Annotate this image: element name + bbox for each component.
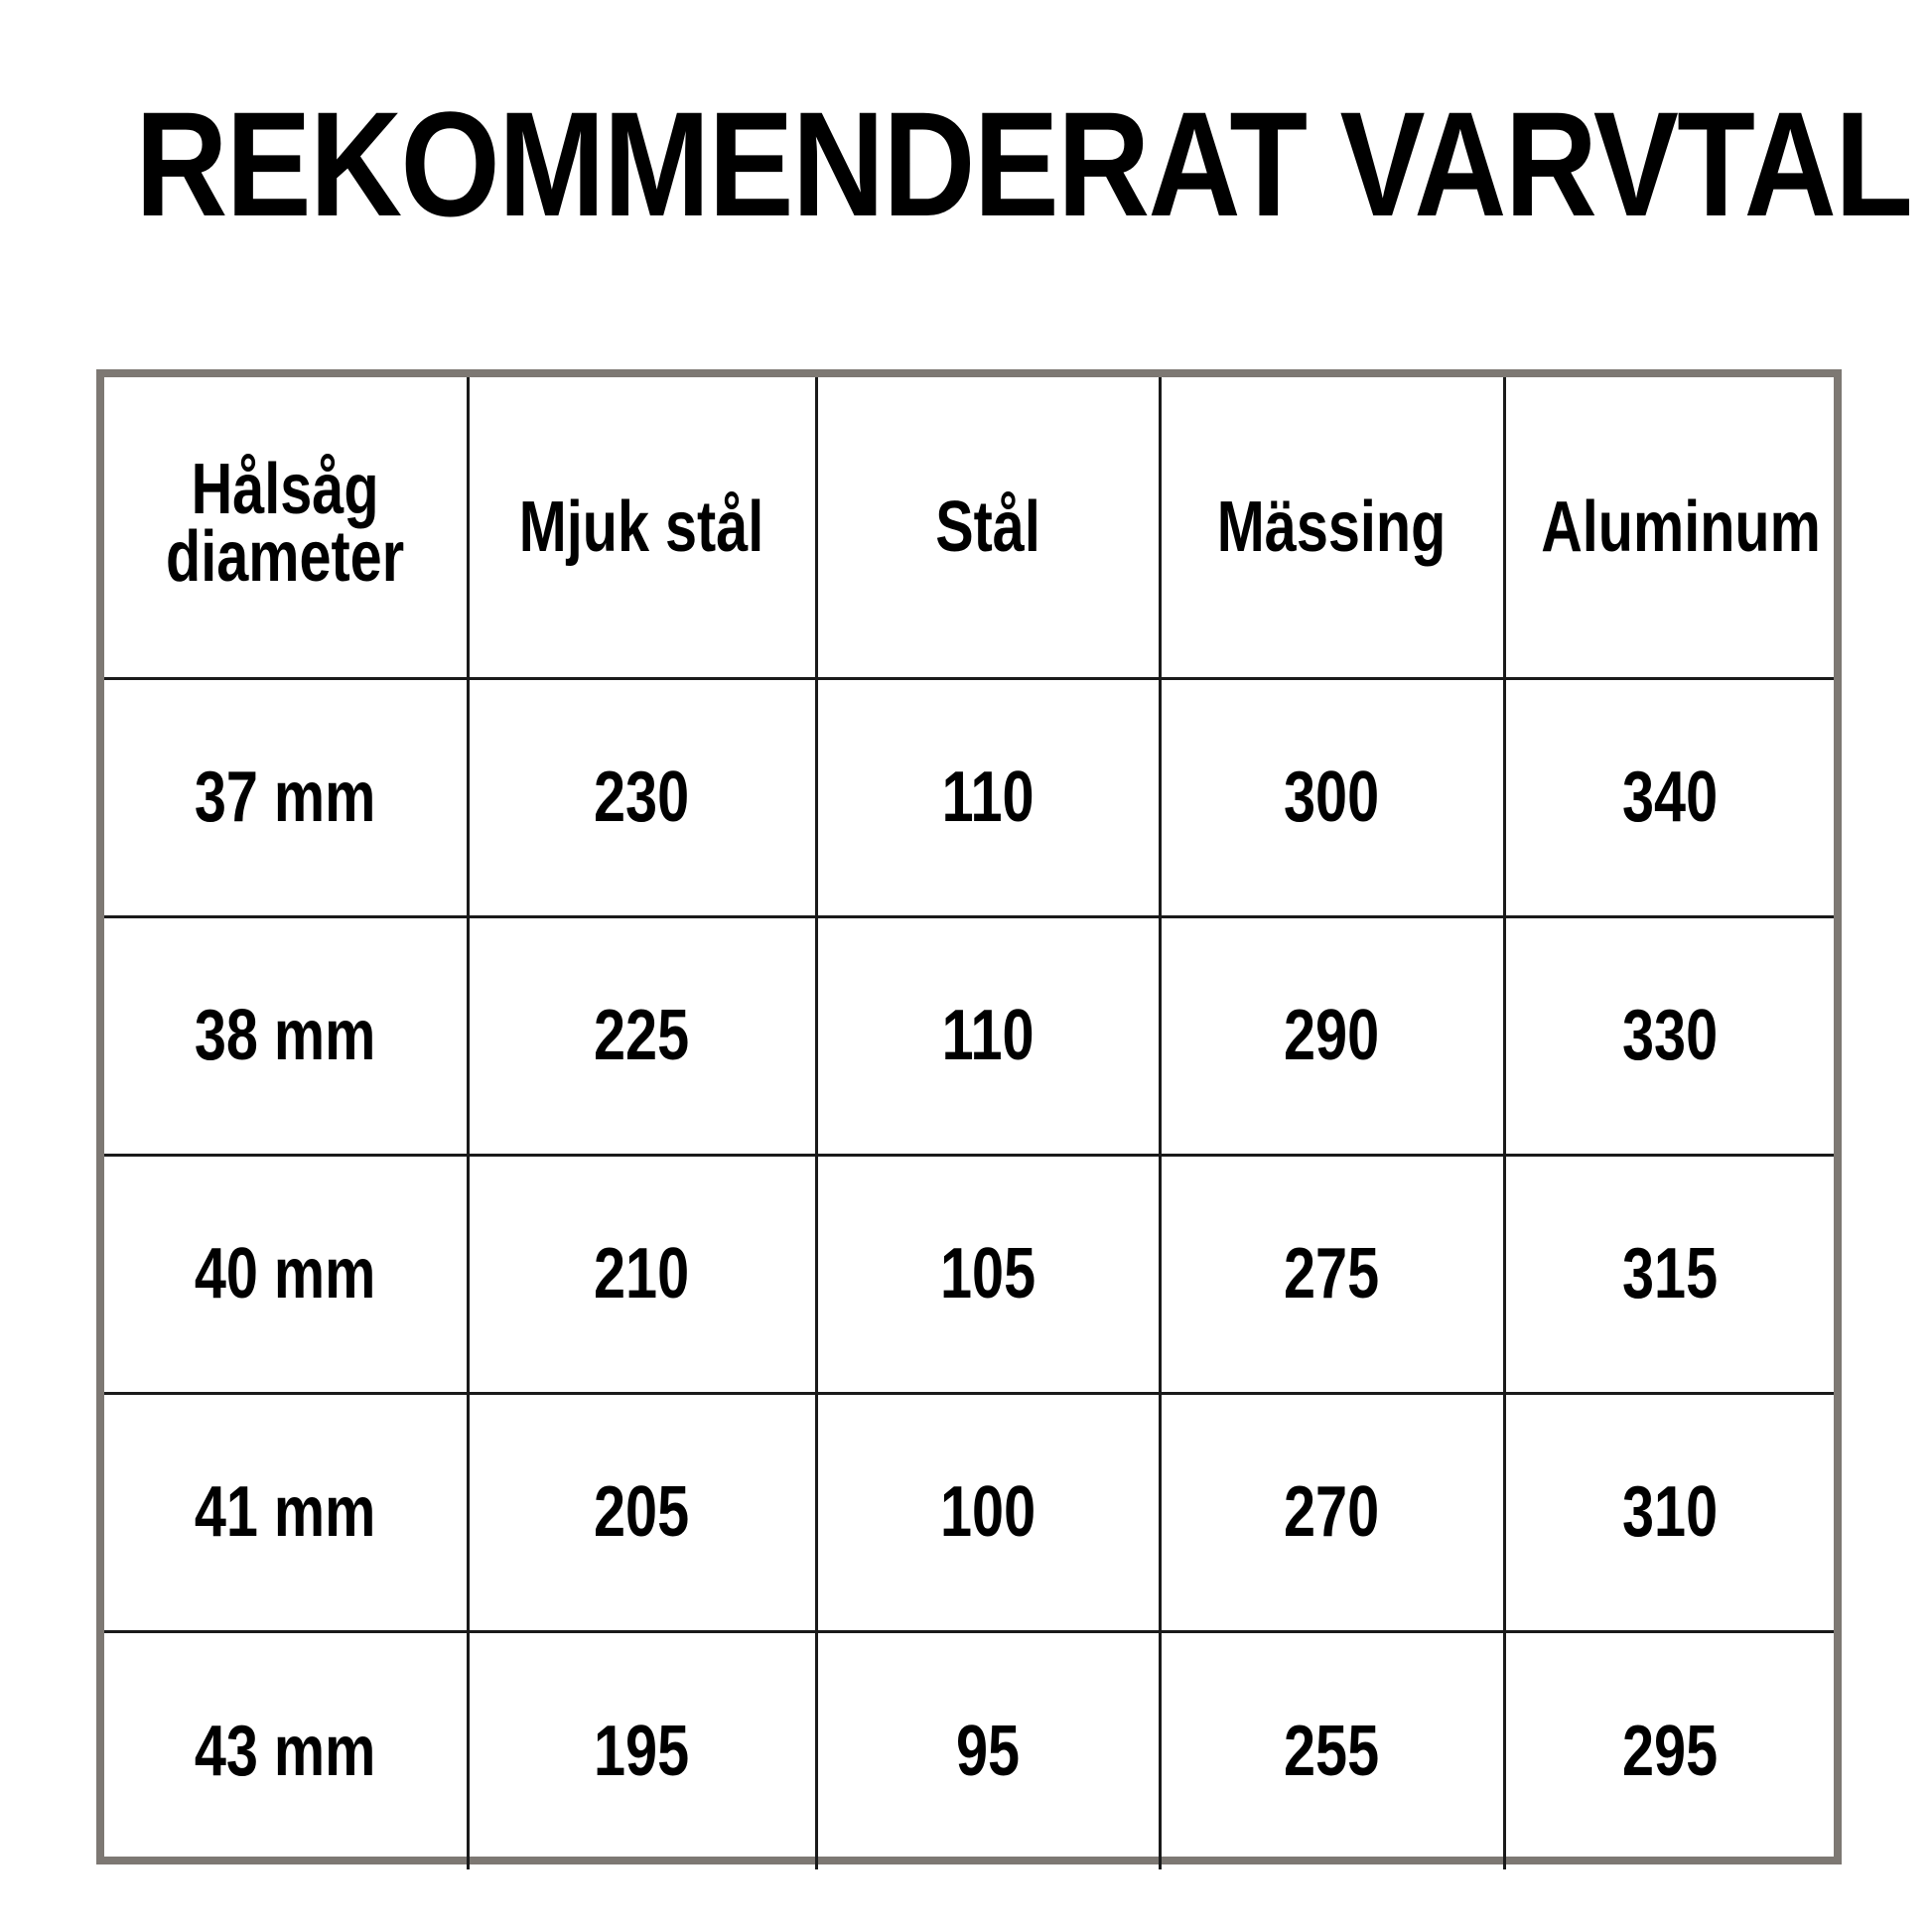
value-cell [816,1631,1160,1869]
diameter-cell [104,1393,468,1631]
diameter-cell [104,1631,468,1869]
value-cell [816,1393,1160,1631]
rpm-value: 230 [594,758,690,837]
header-label: Aluminum [1540,486,1821,567]
rpm-value: 340 [1621,758,1718,837]
diameter-value: 41 mm [194,1472,376,1552]
value-cell [1504,916,1834,1155]
rpm-value: 100 [939,1472,1036,1552]
value-cell [1160,1631,1504,1869]
diameter-value: 38 mm [194,996,376,1075]
rpm-value: 310 [1621,1472,1718,1552]
table-row [104,1393,1834,1631]
rpm-value: 110 [941,758,1035,837]
table-row [104,916,1834,1155]
header-diameter-line2: diameter [166,517,405,598]
value-cell [1504,1155,1834,1393]
rpm-table-frame [96,369,1842,1864]
header-label: Mässing [1217,486,1447,567]
header-cell-aluminum [1504,377,1834,678]
value-cell [468,1631,816,1869]
diameter-value: 43 mm [194,1711,376,1791]
diameter-value: 37 mm [194,758,376,837]
value-cell [468,678,816,916]
rpm-value: 195 [594,1711,690,1791]
diameter-cell [104,916,468,1155]
diameter-cell [104,1155,468,1393]
table-row [104,1631,1834,1869]
rpm-value: 290 [1284,996,1380,1075]
value-cell [468,916,816,1155]
value-cell [1160,916,1504,1155]
rpm-value: 110 [941,996,1035,1075]
table-header-row [104,377,1834,678]
rpm-value: 295 [1621,1711,1718,1791]
diameter-cell [104,678,468,916]
value-cell [1504,1393,1834,1631]
header-cell-stal [816,377,1160,678]
rpm-value: 95 [955,1711,1021,1791]
page-title: REKOMMENDERAT VARVTAL [135,80,1912,247]
value-cell [1160,1155,1504,1393]
value-cell [468,1155,816,1393]
header-cell-massing [1160,377,1504,678]
table-row [104,1155,1834,1393]
table-row [104,678,1834,916]
header-label: Stål [935,486,1040,567]
header-diameter-line1: Hålsåg [191,450,379,530]
value-cell [1160,1393,1504,1631]
diameter-value: 40 mm [194,1234,376,1313]
value-cell [1160,678,1504,916]
value-cell [816,678,1160,916]
value-cell [1504,1631,1834,1869]
header-label: Mjuk stål [519,486,764,567]
rpm-value: 205 [594,1472,690,1552]
rpm-value: 225 [594,996,690,1075]
rpm-value: 330 [1621,996,1718,1075]
value-cell [816,1155,1160,1393]
header-cell-mjuk-stal [468,377,816,678]
rpm-value: 255 [1284,1711,1380,1791]
rpm-value: 270 [1284,1472,1380,1552]
rpm-value: 300 [1284,758,1380,837]
rpm-value: 315 [1621,1234,1718,1313]
value-cell [816,916,1160,1155]
rpm-table [104,377,1834,1869]
value-cell [468,1393,816,1631]
rpm-value: 105 [939,1234,1036,1313]
rpm-value: 210 [594,1234,690,1313]
header-cell-diameter [104,377,468,678]
value-cell [1504,678,1834,916]
rpm-value: 275 [1284,1234,1380,1313]
